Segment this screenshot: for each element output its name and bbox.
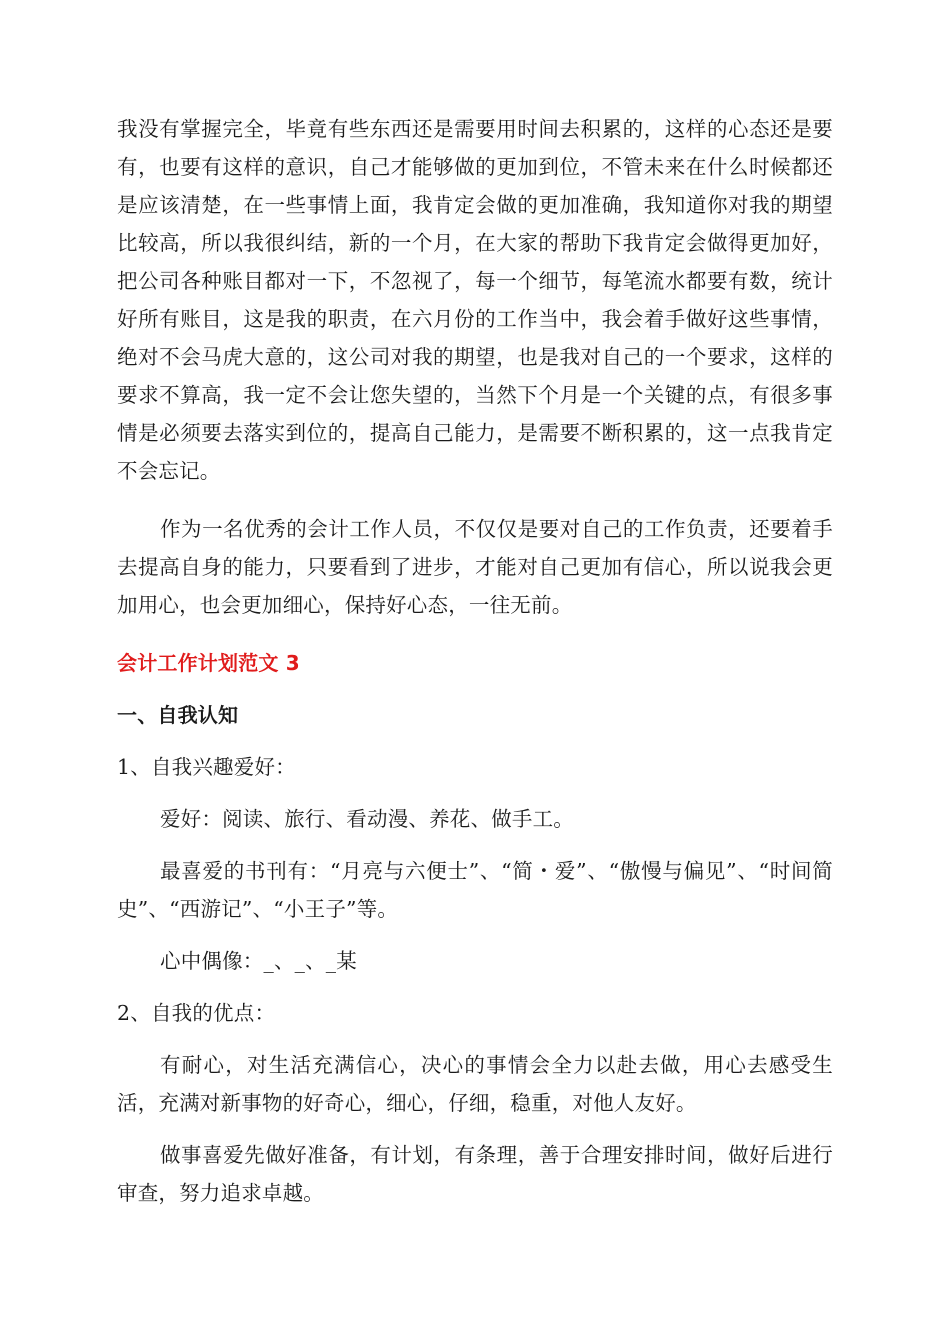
subheading-hobbies: 1、自我兴趣爱好： <box>117 755 296 779</box>
paragraph-favorite-books: 最喜爱的书刊有：“月亮与六便士”、“简・爱”、“傲慢与偏见”、“时间简史”、“西游记”、“小王子”等。 <box>117 859 833 921</box>
subheading-strengths: 2、自我的优点： <box>117 1001 276 1025</box>
paragraph-idol: 心中偶像：_、_、_某 <box>160 949 357 973</box>
section-title: 会计工作计划范文 3 <box>117 651 300 675</box>
paragraph-hobbies: 爱好：阅读、旅行、看动漫、养花、做手工。 <box>160 807 574 831</box>
heading-self-awareness: 一、自我认知 <box>117 703 239 727</box>
document-page <box>117 110 833 1212</box>
paragraph-continuation: 我没有掌握完全，毕竟有些东西还是需要用时间去积累的，这样的心态还是要有，也要有这样的意识，自己才能够做的更加到位，不管未来在什么时候都还是应该清楚，在一些事情上面，我肯定会做的更加准确，我知道你对我的期望比较高，所以我很纠结，新的一个月，在大家的帮助下我肯定会做得更加好，把公司各种账目都对一下，不忽视了，每一个细节，每笔流水都要有数，统计好所有账目，这是我的职责，在六月份的工作当中，我会着手做好这些事情，绝对不会马虎大意的，这公司对我的期望，也是我对自己的一个要求，这样的要求不算高，我一定不会让您失望的，当然下个月是一个关键的点，有很多事情是必须要去落实到位的，提高自己能力，是需要不断积累的，这一点我肯定不会忘记。 <box>117 117 833 483</box>
paragraph-strengths-1: 有耐心，对生活充满信心，决心的事情会全力以赴去做，用心去感受生活，充满对新事物的好奇心，细心，仔细，稳重，对他人友好。 <box>117 1053 833 1115</box>
paragraph-accountant-summary: 作为一名优秀的会计工作人员，不仅仅是要对自己的工作负责，还要着手去提高自身的能力，只要看到了进步，才能对自己更加有信心，所以说我会更加用心，也会更加细心，保持好心态，一往无前。 <box>117 517 833 617</box>
paragraph-strengths-2: 做事喜爱先做好准备，有计划，有条理，善于合理安排时间，做好后进行审查，努力追求卓越。 <box>117 1143 833 1205</box>
